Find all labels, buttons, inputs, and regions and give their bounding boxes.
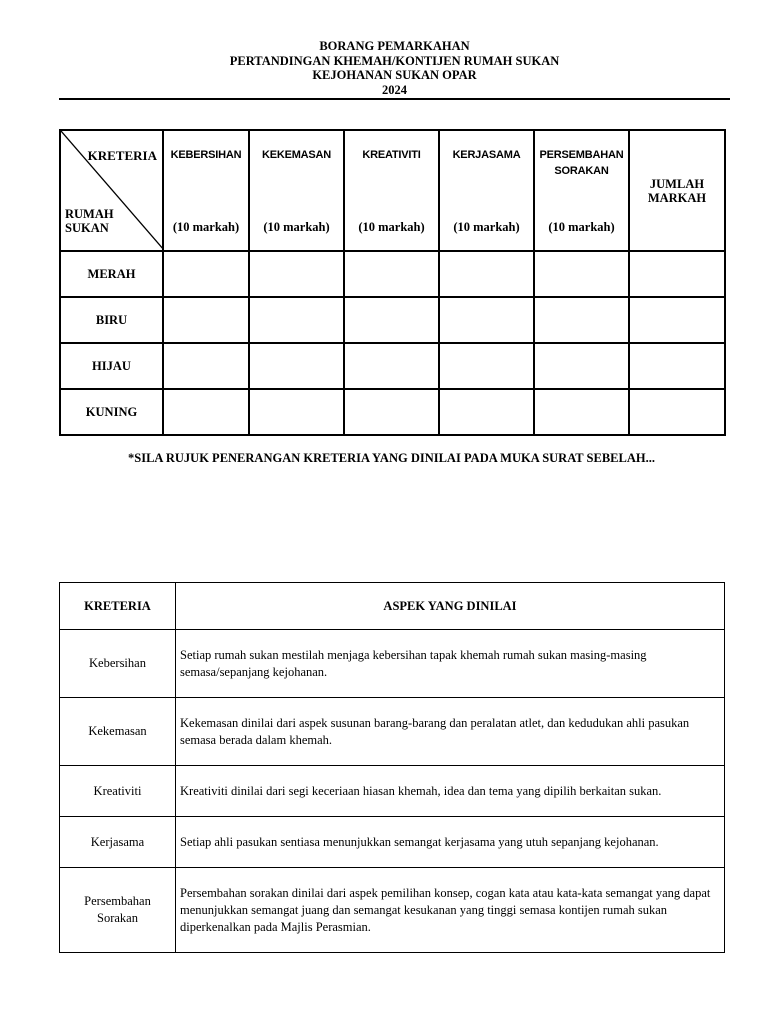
criteria-name: Kerjasama bbox=[60, 817, 176, 868]
table-row bbox=[60, 630, 725, 698]
score-cell[interactable] bbox=[534, 343, 629, 389]
score-table-header bbox=[60, 130, 725, 251]
reference-note: *SILA RUJUK PENERANGAN KRETERIA YANG DINILAI PADA MUKA SURAT SEBELAH... bbox=[128, 451, 655, 465]
score-cell[interactable] bbox=[249, 297, 344, 343]
corner-house-label: RUMAH SUKAN bbox=[65, 207, 114, 235]
column-total-marks: JUMLAH MARKAH bbox=[629, 130, 725, 251]
score-cell[interactable] bbox=[163, 297, 249, 343]
house-kuning: KUNING bbox=[60, 389, 163, 435]
score-cell[interactable] bbox=[534, 389, 629, 435]
aspect-description: Kreativiti dinilai dari segi keceriaan hiasan khemah, idea dan tema yang dipilih berkaitan sukan. bbox=[176, 766, 725, 817]
score-cell[interactable] bbox=[249, 251, 344, 297]
score-cell[interactable] bbox=[249, 343, 344, 389]
corner-criteria-label: KRETERIA bbox=[87, 148, 157, 163]
total-cell[interactable] bbox=[629, 251, 725, 297]
aspect-description: Setiap ahli pasukan sentiasa menunjukkan semangat kerjasama yang utuh sepanjang kejohanan. bbox=[176, 817, 725, 868]
score-cell[interactable] bbox=[439, 389, 534, 435]
criteria-name: Kebersihan bbox=[60, 630, 176, 698]
form-header bbox=[59, 39, 730, 97]
score-cell[interactable] bbox=[439, 251, 534, 297]
criteria-table bbox=[59, 582, 725, 953]
house-hijau: HIJAU bbox=[60, 343, 163, 389]
criteria-header: KRETERIA bbox=[60, 583, 176, 630]
table-row bbox=[60, 868, 725, 953]
table-row bbox=[60, 698, 725, 766]
corner-cell bbox=[60, 130, 163, 251]
total-cell[interactable] bbox=[629, 343, 725, 389]
criteria-table-header bbox=[60, 583, 725, 630]
score-cell[interactable] bbox=[534, 297, 629, 343]
column-kreativiti: KREATIVITI (10 markah) bbox=[344, 130, 439, 251]
criteria-name: Kreativiti bbox=[60, 766, 176, 817]
table-row bbox=[60, 389, 725, 435]
score-table bbox=[59, 129, 726, 436]
table-row bbox=[60, 297, 725, 343]
score-cell[interactable] bbox=[163, 343, 249, 389]
criteria-name: Persembahan Sorakan bbox=[60, 868, 176, 953]
table-row bbox=[60, 251, 725, 297]
total-cell[interactable] bbox=[629, 297, 725, 343]
table-row bbox=[60, 343, 725, 389]
column-kekemasan: KEKEMASAN (10 markah) bbox=[249, 130, 344, 251]
house-merah: MERAH bbox=[60, 251, 163, 297]
aspect-description: Setiap rumah sukan mestilah menjaga kebersihan tapak khemah rumah sukan masing-masing semasa/sepanjang kejohanan. bbox=[176, 630, 725, 698]
column-kerjasama: KERJASAMA (10 markah) bbox=[439, 130, 534, 251]
event-name: KEJOHANAN SUKAN OPAR bbox=[312, 68, 477, 82]
score-cell[interactable] bbox=[344, 251, 439, 297]
house-biru: BIRU bbox=[60, 297, 163, 343]
column-persembahan-sorakan: PERSEMBAHAN SORAKAN (10 markah) bbox=[534, 130, 629, 251]
score-cell[interactable] bbox=[534, 251, 629, 297]
aspect-header: ASPEK YANG DINILAI bbox=[176, 583, 725, 630]
table-row bbox=[60, 817, 725, 868]
score-cell[interactable] bbox=[344, 297, 439, 343]
column-kebersihan: KEBERSIHAN (10 markah) bbox=[163, 130, 249, 251]
competition-name: PERTANDINGAN KHEMAH/KONTIJEN RUMAH SUKAN bbox=[229, 53, 560, 68]
score-cell[interactable] bbox=[249, 389, 344, 435]
aspect-description: Persembahan sorakan dinilai dari aspek pemilihan konsep, cogan kata atau kata-kata semangat yang dapat menunjukkan semangat juang dan semangat kesukanan yang tinggi semasa kontijen rumah sukan diperkenalkan pada Majlis Perasmian. bbox=[176, 868, 725, 953]
score-cell[interactable] bbox=[439, 343, 534, 389]
criteria-name: Kekemasan bbox=[60, 698, 176, 766]
score-cell[interactable] bbox=[344, 343, 439, 389]
event-year: 2024 bbox=[382, 82, 407, 97]
score-cell[interactable] bbox=[344, 389, 439, 435]
score-cell[interactable] bbox=[439, 297, 534, 343]
aspect-description: Kekemasan dinilai dari aspek susunan barang-barang dan peralatan atlet, dan kedudukan ahli pasukan semasa berada dalam khemah. bbox=[176, 698, 725, 766]
form-title: BORANG PEMARKAHAN bbox=[319, 39, 470, 53]
table-row bbox=[60, 766, 725, 817]
score-cell[interactable] bbox=[163, 389, 249, 435]
score-cell[interactable] bbox=[163, 251, 249, 297]
header-divider bbox=[59, 98, 730, 100]
total-cell[interactable] bbox=[629, 389, 725, 435]
